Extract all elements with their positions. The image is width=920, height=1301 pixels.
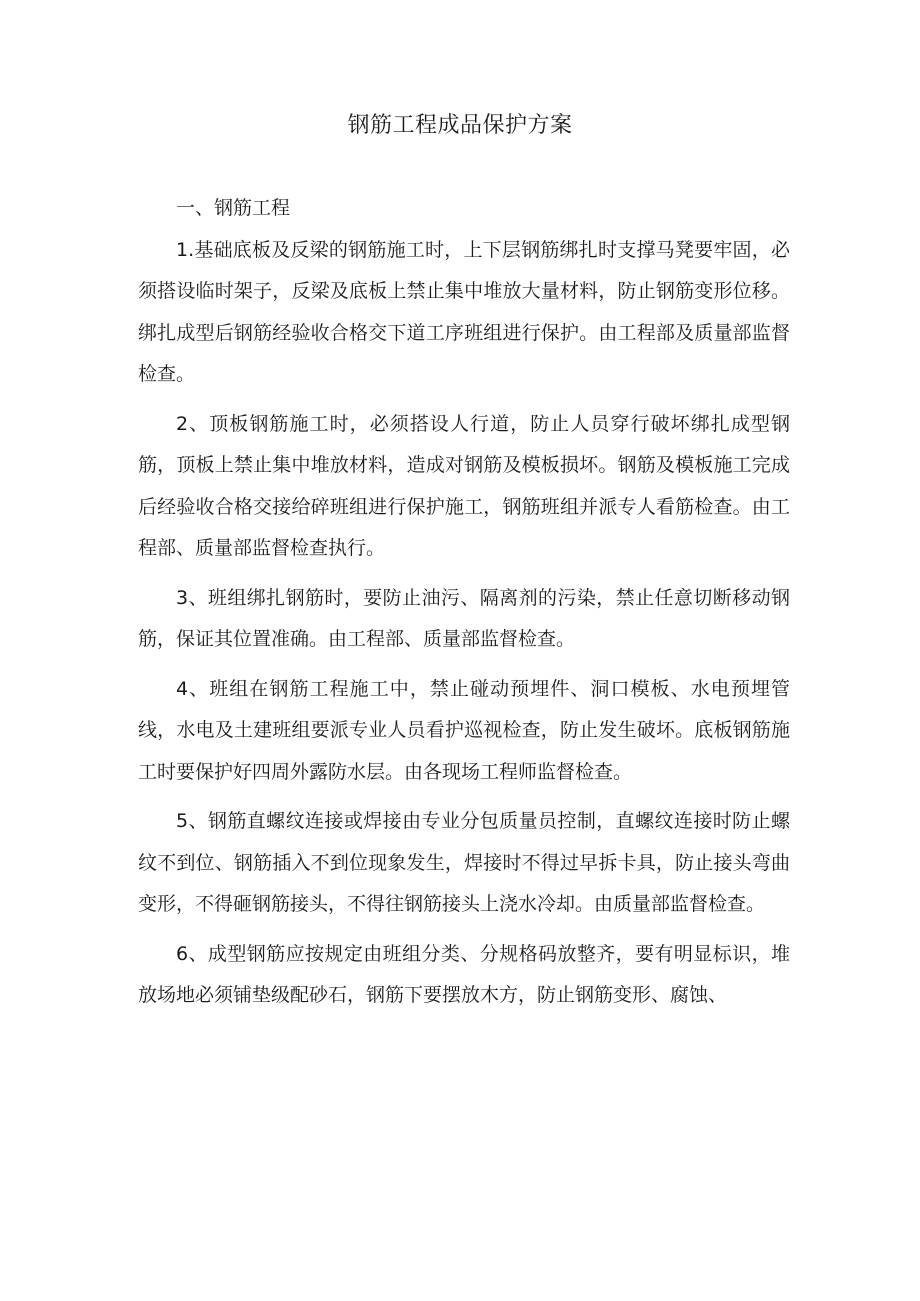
paragraph-text: 顶板钢筋施工时，必须搭设人行道，防止人员穿行破坏绑扎成型钢筋，顶板上禁止集中堆放材料，造成对钢筋及模板损坏。钢筋及模板施工完成后经验收合格交接给碎班组进行保护施工，钢筋班组并派专人看筋检查。由工程部、质量部监督检查执行。 <box>138 412 790 559</box>
paragraph-number: 5、 <box>176 810 208 832</box>
paragraph-text: 班组绑扎钢筋时，要防止油污、隔离剂的污染，禁止任意切断移动钢筋，保证其位置准确。由工程部、质量部监督检查。 <box>138 586 790 650</box>
paragraph-number: 2、 <box>176 412 210 435</box>
section-heading: 一、钢筋工程 <box>176 197 291 219</box>
paragraph-6 <box>138 934 790 1017</box>
paragraph-number: 1. <box>176 238 195 261</box>
paragraph-text: 成型钢筋应按规定由班组分类、分规格码放整齐，要有明显标识，堆放场地必须铺垫级配砂石，钢筋下要摆放木方，防止钢筋变形、腐蚀、 <box>138 942 790 1006</box>
paragraph-3 <box>138 578 790 661</box>
paragraph-number: 6、 <box>176 942 208 965</box>
paragraph-5 <box>138 801 790 926</box>
paragraph-1 <box>138 230 790 396</box>
paragraph-2 <box>138 404 790 570</box>
paragraph-text: 基础底板及反梁的钢筋施工时，上下层钢筋绑扎时支撑马凳要牢固，必须搭设临时架子，反梁及底板上禁止集中堆放大量材料，防止钢筋变形位移。绑扎成型后钢筋经验收合格交下道工序班组进行保护。由工程部及质量部监督检查。 <box>138 238 790 385</box>
paragraph-4 <box>138 669 790 794</box>
paragraph-text: 钢筋直螺纹连接或焊接由专业分包质量员控制，直螺纹连接时防止螺纹不到位、钢筋插入不到位现象发生，焊接时不得过早拆卡具，防止接头弯曲变形，不得砸钢筋接头，不得往钢筋接头上浇水冷却。由质量部监督检查。 <box>138 810 790 915</box>
paragraph-text: 班组在钢筋工程施工中，禁止碰动预埋件、洞口模板、水电预埋管线，水电及土建班组要派专业人员看护巡视检查，防止发生破坏。底板钢筋施工时要保护好四周外露防水层。由各现场工程师监督检查。 <box>138 677 790 783</box>
document-body <box>138 188 790 1025</box>
paragraph-number: 3、 <box>176 586 208 609</box>
paragraph-number: 4、 <box>176 677 210 700</box>
document-title: 钢筋工程成品保护方案 <box>347 113 573 138</box>
